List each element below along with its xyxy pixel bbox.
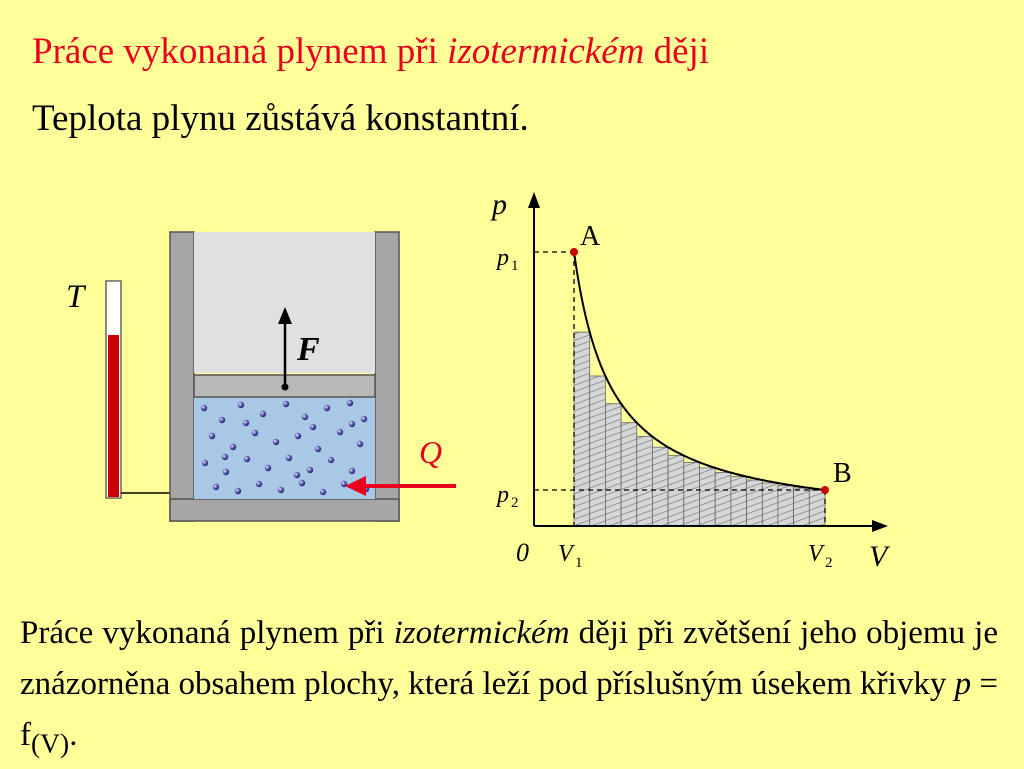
title-end: ději [644, 31, 710, 72]
area-strip [794, 488, 810, 526]
gas-molecule [273, 439, 279, 445]
svg-text:1: 1 [511, 258, 519, 274]
area-strip [731, 477, 747, 526]
area-strip [605, 404, 621, 526]
origin-label: 0 [516, 538, 529, 567]
gas-molecule [328, 457, 334, 463]
gas [194, 397, 375, 499]
title-italic: izotermickém [447, 31, 645, 72]
gas-molecule [349, 468, 355, 474]
area-strip [778, 486, 794, 526]
gas-molecule [235, 488, 241, 494]
gas-molecule [283, 401, 289, 407]
gas-molecule [357, 441, 363, 447]
v1-label [558, 541, 583, 571]
area-strip [652, 447, 668, 526]
gas-molecule [244, 456, 250, 462]
gas-molecule [223, 469, 229, 475]
gas-molecule [307, 467, 313, 473]
gas-molecule [347, 400, 353, 406]
explanation-paragraph: Práce vykonaná plynem při izotermickém ději při zvětšení jeho objemu je znázorněna obsahem plochy, která leží pod příslušným úsekem křivky $p = f_{(V)}$. [20, 615, 998, 759]
point-b-label: B [833, 458, 852, 489]
heat-label: Q [419, 434, 443, 470]
gas-molecule [260, 411, 266, 417]
gas-molecule [213, 484, 219, 490]
area-strip [637, 437, 653, 526]
area-strip [684, 462, 700, 526]
area-strip [590, 376, 606, 526]
gas-molecule [337, 429, 343, 435]
point-a-marker [570, 248, 578, 256]
cylinder-left-wall [170, 232, 194, 521]
gas-molecule [238, 402, 244, 408]
svg-text:p: p [497, 482, 509, 508]
y-axis-arrow [528, 192, 540, 208]
gas-molecule [310, 424, 316, 430]
area-strip [715, 473, 731, 526]
heat-arrow [345, 476, 456, 496]
p1-label [495, 245, 519, 274]
x-axis-label: V [869, 540, 888, 573]
gas-molecule [222, 454, 228, 460]
x-axis-arrow [872, 520, 888, 532]
gas-molecule [252, 430, 258, 436]
svg-text:p: p [497, 245, 509, 271]
gas-molecule [243, 420, 249, 426]
gas-molecule [302, 414, 308, 420]
gas-molecule [294, 472, 300, 478]
gas-molecule [315, 446, 321, 452]
gas-molecule [256, 481, 262, 487]
svg-text:1: 1 [575, 555, 583, 571]
title-text: Práce vykonaná plynem při [32, 31, 448, 72]
gas-molecule [278, 487, 284, 493]
gas-molecule [219, 417, 225, 423]
y-axis-label: p [492, 188, 507, 221]
area-strip [747, 480, 763, 526]
area-strip [668, 456, 684, 526]
thermometer-mercury [108, 335, 119, 497]
point-b-marker [821, 486, 829, 494]
area-strip [809, 490, 825, 526]
gas-molecule [202, 460, 208, 466]
gas-molecule [361, 416, 367, 422]
gas-molecule [286, 455, 292, 461]
gas-molecule [265, 465, 271, 471]
svg-text:V: V [808, 541, 823, 567]
svg-text:V: V [558, 541, 573, 567]
subtitle: Teplota plynu zůstává konstantní. [32, 98, 529, 139]
gas-molecule [209, 433, 215, 439]
gas-molecule [349, 421, 355, 427]
gas-molecule [201, 405, 207, 411]
thermometer-label: T [66, 279, 85, 315]
cylinder-bottom-wall [170, 499, 399, 521]
gas-molecule [230, 444, 236, 450]
gas-molecule [324, 405, 330, 411]
gas-molecule [320, 489, 326, 495]
gas-molecule [299, 480, 305, 486]
cylinder-right-wall [375, 232, 399, 521]
area-strip [621, 423, 637, 526]
point-a-label: A [580, 221, 601, 252]
area-strip [700, 468, 716, 526]
svg-text:2: 2 [511, 495, 519, 511]
gas-molecule [295, 433, 301, 439]
p2-label [495, 482, 519, 511]
svg-text:2: 2 [825, 555, 833, 571]
area-strip [574, 332, 590, 526]
area-bars [574, 332, 825, 526]
force-label: F [297, 331, 320, 368]
v2-label [808, 541, 833, 571]
